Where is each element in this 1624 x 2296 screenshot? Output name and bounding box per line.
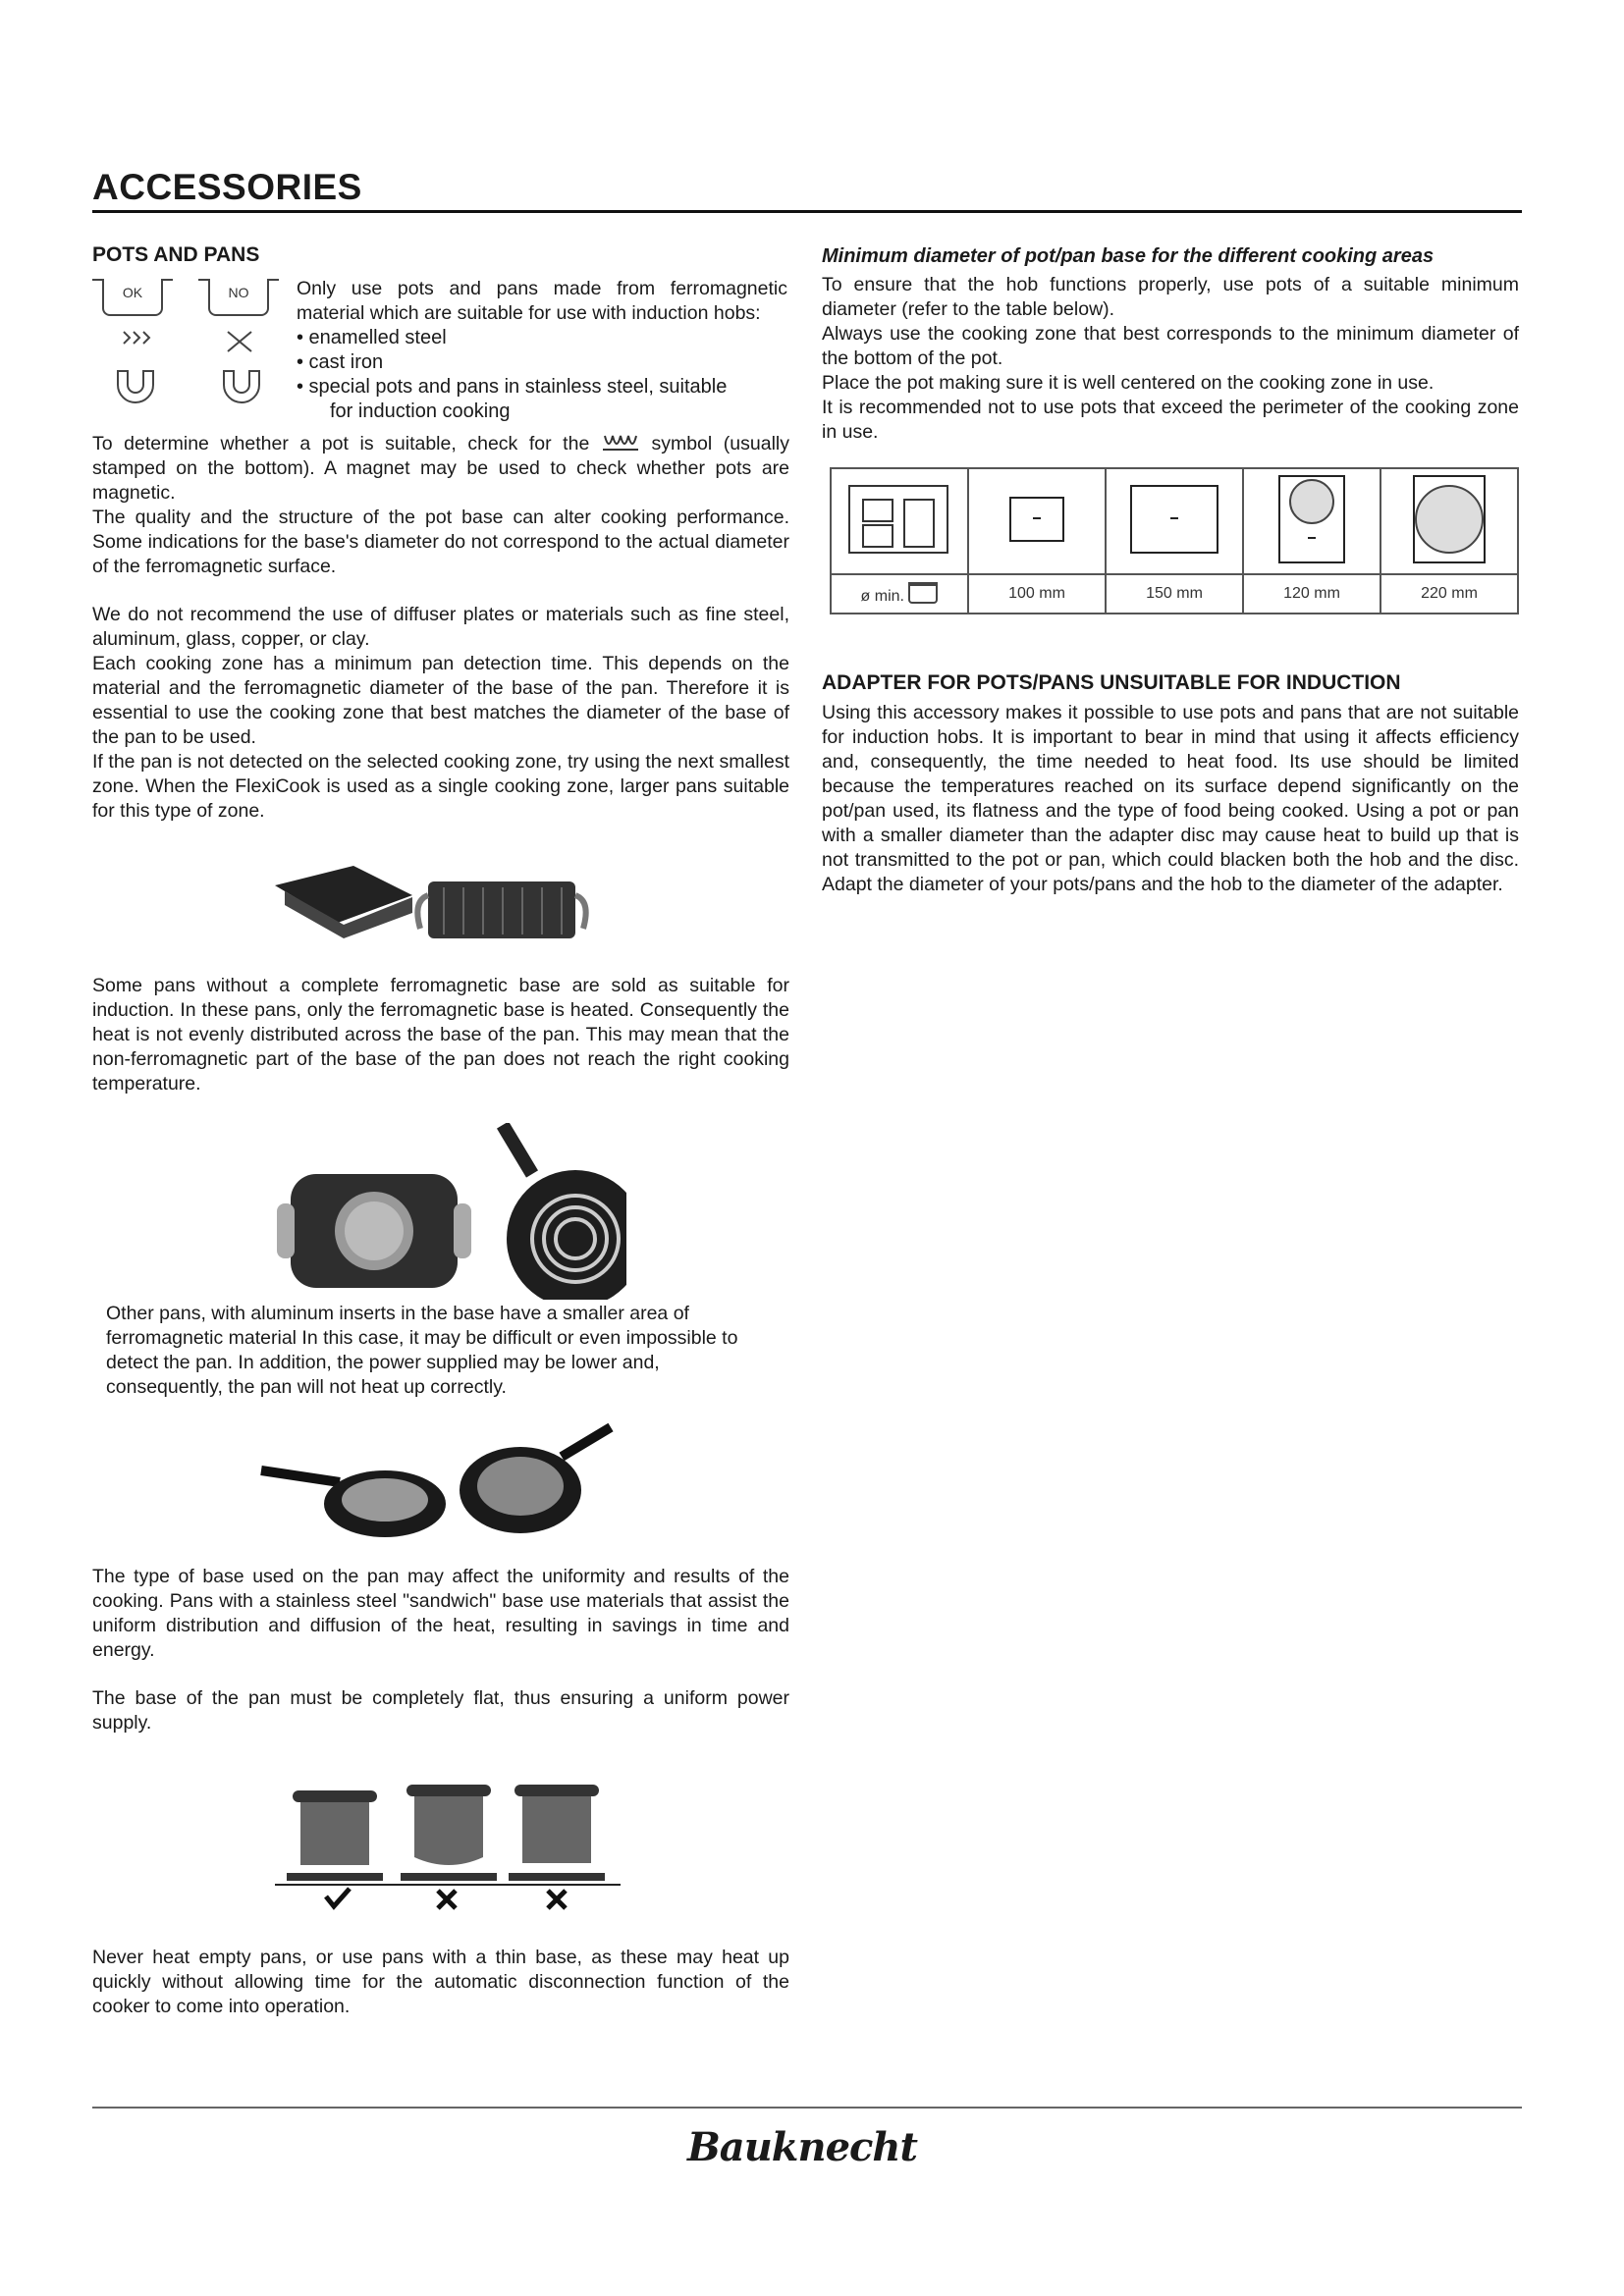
size-cell: 150 mm — [1106, 574, 1243, 614]
title-rule — [92, 210, 1522, 213]
zone-diagram-small — [968, 468, 1106, 574]
min-diameter-subheading: Minimum diameter of pot/pan base for the different cooking areas — [822, 245, 1435, 267]
size-cell: 100 mm — [968, 574, 1106, 614]
cross-icon — [438, 1891, 456, 1908]
paragraph-best-zone: Always use the cooking zone that best corresponds to the minimum diameter of the bottom of the pot. — [822, 323, 1519, 369]
check-icon — [326, 1889, 350, 1906]
cross-and-magnet-icon — [218, 328, 265, 406]
size-cell: 220 mm — [1380, 574, 1518, 614]
pot-flat — [287, 1790, 383, 1881]
paragraph-perimeter: It is recommended not to use pots that exceed the perimeter of the cooking zone in use. — [822, 397, 1519, 443]
material-item-cont: for induction cooking — [330, 400, 511, 422]
paragraph-zone: If the pan is not detected on the selected cooking zone, try using the next smallest zone. When the FlexiCook is used as a single cooking zone, larger pans suitable for this type of zone. — [92, 751, 789, 822]
ok-pot-icon — [102, 279, 163, 316]
ok-label: OK — [122, 285, 143, 300]
paragraph-center-pot: Place the pot making sure it is well centered on the cooking zone in use. — [822, 372, 1435, 394]
adapter-heading: ADAPTER FOR POTS/PANS UNSUITABLE FOR INDUCTION — [822, 671, 1401, 694]
brand-logo: Bauknecht — [687, 2124, 917, 2170]
tray-and-grill-image — [271, 856, 599, 954]
zone-diagram-flexi-single — [1243, 468, 1380, 574]
zone-diagram-hob — [831, 468, 968, 574]
zone-diagram-flexi-double — [1380, 468, 1518, 574]
paragraph-sandwich-base: The type of base used on the pan may affect the uniformity and results of the cooking. Pans with a stainless steel "sandwich" base use materials that assist the uniform distribution and diffusion of the heat, resulting in savings in time and energy. — [92, 1566, 789, 1661]
paragraph-aluminum-inserts: Other pans, with aluminum inserts in the base have a smaller area of ferromagnetic material In this case, it may be difficult or even impossible to detect the pan. In addition, the power supplied may be lower and, consequently, the pan will not heat up correctly. — [106, 1303, 738, 1398]
frying-pans-image — [257, 1421, 621, 1545]
pots-and-pans-heading: POTS AND PANS — [92, 243, 260, 266]
paragraph-diffuser: We do not recommend the use of diffuser plates or materials such as fine steel, aluminum, glass, copper, or clay. — [92, 604, 789, 650]
paragraph-symbol-b: symbol (usually stamped on the bottom). A magnet may be used to check whether pots are magnetic. — [92, 433, 789, 504]
pot-convex — [401, 1785, 497, 1881]
zone-diagram-large — [1106, 468, 1243, 574]
paragraph-symbol-a: To determine whether a pot is suitable, check for the — [92, 433, 590, 454]
paragraph-quality: The quality and the structure of the pot base can alter cooking performance. Some indications for the base's diameter do not correspond to the actual diameter of the ferromagnetic surface. — [92, 507, 789, 577]
min-diameter-label-cell — [831, 574, 968, 614]
paragraph-flat-base: The base of the pan must be completely flat, thus ensuring a uniform power supply. — [92, 1687, 789, 1734]
pot-icon — [908, 582, 938, 604]
induction-coil-icon — [601, 432, 640, 454]
material-item: • enamelled steel — [297, 327, 447, 348]
paragraph-partial-base: Some pans without a complete ferromagnetic base are sold as suitable for induction. In these pans, only the ferromagnetic base is heated. Consequently the heat is not evenly distributed across the base of the pan. This may mean that the non-ferromagnetic part of the base of the pan does not reach the right cooking temperature. — [92, 975, 789, 1095]
material-item: • cast iron — [297, 351, 384, 373]
page-title: ACCESSORIES — [92, 167, 362, 207]
pot-concave — [509, 1785, 605, 1881]
no-label: NO — [228, 285, 249, 300]
intro-text: Only use pots and pans made from ferromagnetic material which are suitable for use with induction hobs: — [297, 278, 787, 324]
paragraph-detection: Each cooking zone has a minimum pan detection time. This depends on the material and the ferromagnetic diameter of the base of the pan. Therefore it is essential to use the cooking zone that best matches the diameter of the base of the pan to be used. — [92, 653, 789, 748]
size-cell: 120 mm — [1243, 574, 1380, 614]
paragraph-symbol — [92, 432, 789, 506]
induction-and-magnet-icon — [112, 328, 159, 406]
paragraph-adapter: Using this accessory makes it possible to use pots and pans that are not suitable for induction hobs. It is important to bear in mind that using it affects efficiency and, consequently, the time needed to heat food. Its use should be limited because the temperatures reached on its surface depend significantly on the pot/pan used, its flatness and the type of food being cooked. Using a pot or pan with a smaller diameter than the adapter disc may cause heat to build up that is not transmitted to the pot or pan, which could blacken both the hob and the disc. Adapt the diameter of your pots/pans and the hob to the diameter of the adapter. — [822, 702, 1519, 895]
no-pot-icon — [208, 279, 269, 316]
cooking-zone-table — [830, 467, 1519, 614]
min-diameter-label: ø min. — [860, 588, 904, 605]
paragraph-empty-pans: Never heat empty pans, or use pans with a thin base, as these may heat up quickly without allowing time for the automatic disconnection function of the cooker to come into operation. — [92, 1947, 789, 2017]
material-item: • special pots and pans in stainless steel, suitable — [297, 376, 728, 398]
paragraph-min-diameter: To ensure that the hob functions properly, use pots of a suitable minimum diameter (refer to the table below). — [822, 274, 1519, 320]
material-list — [297, 326, 787, 424]
cross-icon — [548, 1891, 566, 1908]
griddle-and-pan-base-image — [271, 1123, 626, 1300]
footer-rule — [92, 2107, 1522, 2109]
pot-flatness-image — [271, 1773, 626, 1918]
